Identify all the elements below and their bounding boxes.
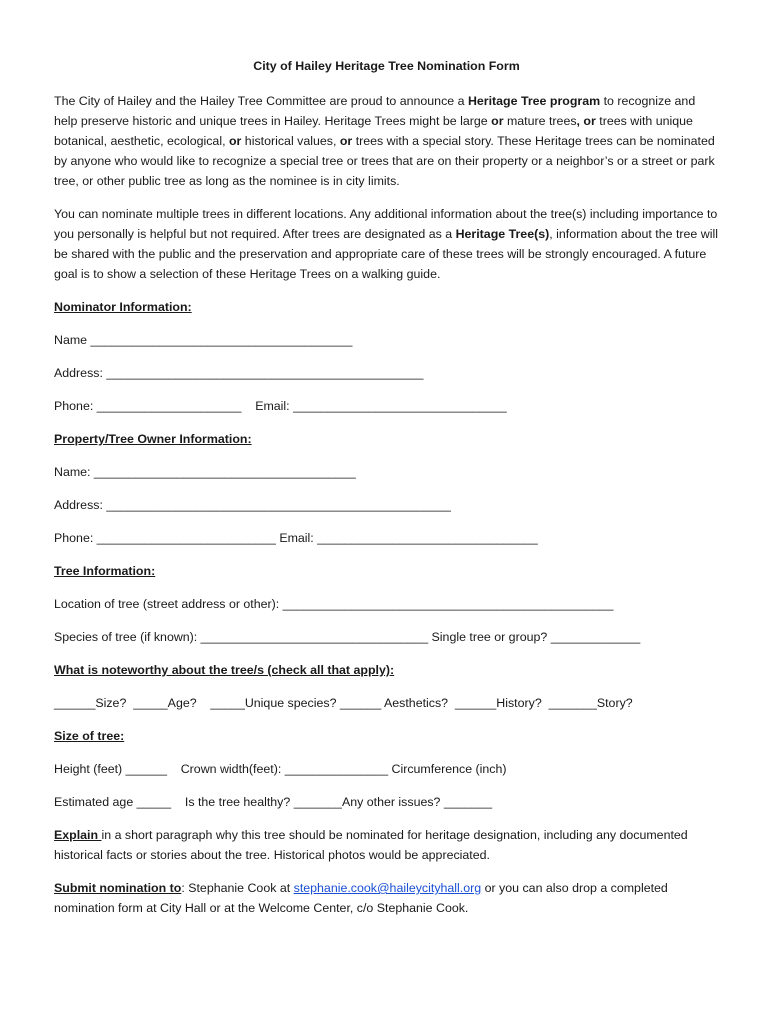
submit-paragraph <box>54 878 719 918</box>
emphasis-or: or <box>491 114 504 128</box>
owner-address-field[interactable]: Address: __________________________________________________ <box>54 498 451 512</box>
emphasis-or: or <box>339 134 353 148</box>
emphasis-or: , or <box>576 114 596 128</box>
heritage-tree-term: Heritage Tree(s) <box>455 227 550 241</box>
intro-text: mature trees <box>503 114 577 128</box>
intro-text: You can nominate multiple trees in different locations. Any additional information about the tree(s) including importance to you personally is helpful but not required. After trees are designated as a <box>54 207 718 241</box>
explain-text: in a short paragraph why this tree should be nominated for heritage designation, including any documented historical facts or stories about the tree. Historical photos would be appreciated. <box>54 828 688 862</box>
intro-paragraph-2 <box>54 204 719 284</box>
nominator-phone-email-field[interactable]: Phone: _____________________ Email: _______________________________ <box>54 399 507 413</box>
contact-email-link[interactable]: stephanie.cook@haileycityhall.org <box>293 881 482 895</box>
intro-text: historical values, <box>241 134 340 148</box>
tree-species-field[interactable]: Species of tree (if known): _________________________________ Single tree or group? _____________ <box>54 630 641 644</box>
submit-label: Submit nomination to <box>54 881 182 895</box>
emphasis-or: or <box>228 134 242 148</box>
form-page <box>54 58 719 931</box>
tree-info-heading: Tree Information: <box>54 564 156 578</box>
noteworthy-heading: What is noteworthy about the tree/s (check all that apply): <box>54 663 395 677</box>
owner-phone-email-field[interactable]: Phone: __________________________ Email: ________________________________ <box>54 531 538 545</box>
nominator-name-field[interactable]: Name ______________________________________ <box>54 333 353 347</box>
tree-location-field[interactable]: Location of tree (street address or other): ________________________________________________ <box>54 597 614 611</box>
submit-text: : Stephanie Cook at <box>181 881 294 895</box>
page-title: City of Hailey Heritage Tree Nomination Form <box>253 59 520 73</box>
program-name: Heritage Tree program <box>467 94 601 108</box>
nominator-address-field[interactable]: Address: ______________________________________________ <box>54 366 424 380</box>
intro-paragraph-1 <box>54 91 719 191</box>
explain-paragraph <box>54 825 719 865</box>
intro-text: , information about the tree will be shared with the public and the preservation and appropriate care of these trees will be strongly encouraged. A future goal is to show a selection of these Heritage Trees on a walking guide. <box>54 227 718 281</box>
submit-text: or you can also drop a completed nomination form at City Hall or at the Welcome Center, c/o Stephanie Cook. <box>54 881 668 915</box>
intro-text: trees with a special story. These Heritage trees can be nominated by anyone who would like to recognize a special tree or trees that are on their property or a neighbor’s or a street or park tree, or other public tree as long as the nominee is in city limits. <box>54 134 715 188</box>
size-heading: Size of tree: <box>54 729 125 743</box>
size-fields-row-1[interactable]: Height (feet) ______ Crown width(feet): _______________ Circumference (inch) <box>54 762 507 776</box>
owner-name-field[interactable]: Name: ______________________________________ <box>54 465 356 479</box>
intro-text: to recognize and help preserve historic and unique trees in Hailey. Heritage Trees might be large <box>54 94 696 128</box>
intro-text: trees with unique botanical, aesthetic, ecological, <box>54 114 693 148</box>
nominator-heading: Nominator Information: <box>54 300 192 314</box>
intro-text: The City of Hailey and the Hailey Tree Committee are proud to announce a <box>54 94 468 108</box>
noteworthy-options[interactable]: ______Size? _____Age? _____Unique species? ______ Aesthetics? ______History? _______Story? <box>54 696 633 710</box>
size-fields-row-2[interactable]: Estimated age _____ Is the tree healthy? _______Any other issues? _______ <box>54 795 493 809</box>
owner-heading: Property/Tree Owner Information: <box>54 432 252 446</box>
explain-label: Explain <box>54 828 102 842</box>
